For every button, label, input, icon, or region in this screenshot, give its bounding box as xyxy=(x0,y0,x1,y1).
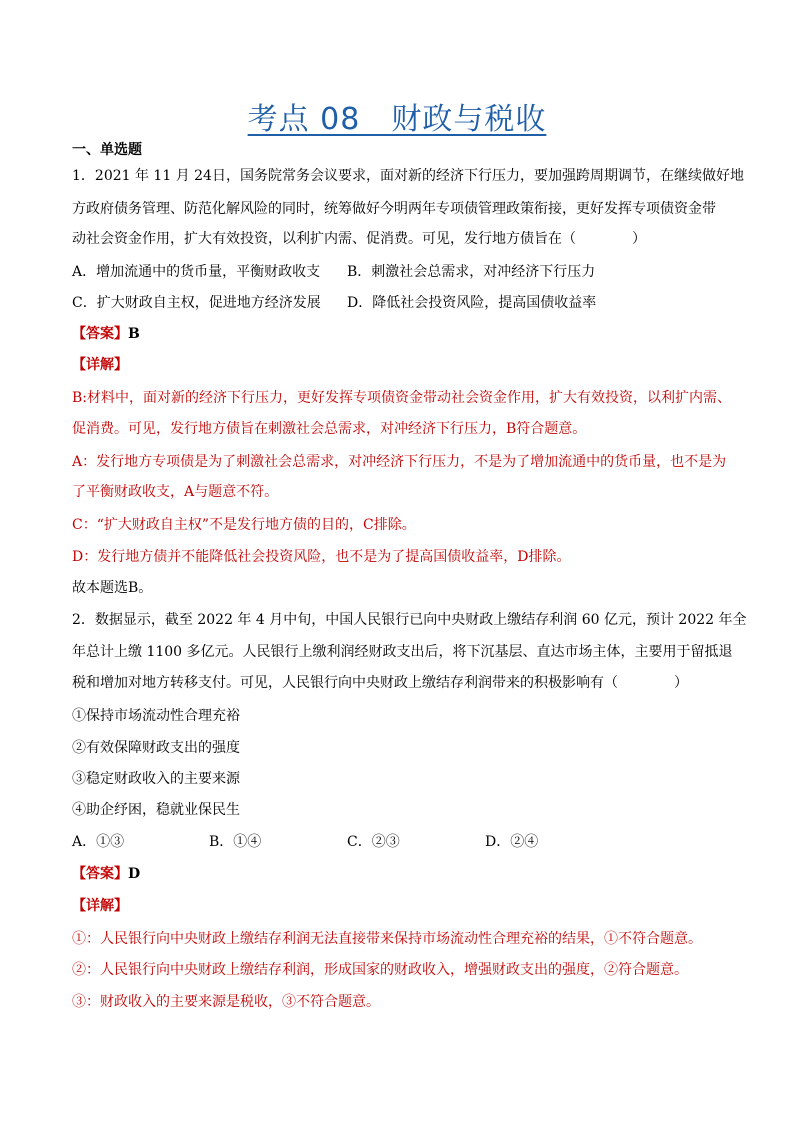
q2-answer-value: D xyxy=(128,866,141,882)
q2-answer xyxy=(72,864,732,884)
q1-detail-line-5: C：“扩大财政自主权”不是发行地方债的目的，C排除。 xyxy=(72,517,416,533)
q2-detail-line-2: ②：人民银行向中央财政上缴结存利润，形成国家的财政收入，增强财政支出的强度，②符合题意。 xyxy=(72,962,688,978)
q1-option-b: B．刺激社会总需求，对冲经济下行压力 xyxy=(347,264,596,280)
q2-item-1: ①保持市场流动性合理充裕 xyxy=(72,708,240,724)
q1-answer-label: 【答案】 xyxy=(72,326,128,342)
q1-option-c: C．扩大财政自主权，促进地方经济发展 xyxy=(72,295,321,311)
q1-stem-line-3: 动社会资金作用，扩大有效投资，以利扩内需、促消费。可见，发行地方债旨在（ ） xyxy=(72,231,646,247)
q1-detail-line-2: 促消费。可见，发行地方债旨在刺激社会总需求，对冲经济下行压力，B符合题意。 xyxy=(72,421,587,437)
q1-answer xyxy=(72,324,732,344)
q1-detail-label: 【详解】 xyxy=(72,357,128,373)
q2-stem-line-1: 2．数据显示，截至 2022 年 4 月中旬，中国人民银行已向中央财政上缴结存利润 60 亿元，预计 2022 年全 xyxy=(72,612,747,628)
q1-stem-line-1: 1．2021 年 11 月 24日，国务院常务会议要求，面对新的经济下行压力，要加强跨周期调节，在继续做好地 xyxy=(72,168,744,184)
q2-stem-line-2: 年总计上缴 1100 多亿元。人民银行上缴利润经财政支出后，将下沉基层、直达市场主体，主要用于留抵退 xyxy=(72,644,733,660)
q2-stem-line-3: 税和增加对地方转移支付。可见，人民银行向中央财政上缴结存利润带来的积极影响有（ ） xyxy=(72,675,688,691)
q2-detail-label: 【详解】 xyxy=(72,898,128,914)
q1-stem-line-2: 方政府债务管理、防范化解风险的同时，统筹做好今明两年专项债管理政策衔接，更好发挥专项债资金带 xyxy=(72,201,716,217)
q1-conclusion: 故本题选B。 xyxy=(72,580,153,596)
q2-option-d: D．②④ xyxy=(485,834,539,850)
section-heading: 一、单选题 xyxy=(72,142,142,158)
q1-detail-line-6: D：发行地方债并不能降低社会投资风险，也不是为了提高国债收益率，D排除。 xyxy=(72,549,571,565)
q2-option-b: B．①④ xyxy=(209,834,262,850)
q2-item-4: ④助企纾困，稳就业保民生 xyxy=(72,802,240,818)
q2-detail-line-3: ③：财政收入的主要来源是税收，③不符合题意。 xyxy=(72,994,380,1010)
q1-detail-line-1: B:材料中，面对新的经济下行压力，更好发挥专项债资金带动社会资金作用，扩大有效投资，以利扩内需、 xyxy=(72,390,732,406)
q2-option-a: A．①③ xyxy=(72,834,125,850)
q2-option-c: C．②③ xyxy=(347,834,400,850)
q2-item-3: ③稳定财政收入的主要来源 xyxy=(72,771,240,787)
page-title: 考点 08 财政与税收 xyxy=(247,102,547,137)
q1-option-a: A．增加流通中的货币量，平衡财政收支 xyxy=(72,264,321,280)
q1-detail-line-4: 了平衡财政收支，A与题意不符。 xyxy=(72,484,279,500)
q2-answer-label: 【答案】 xyxy=(72,866,128,882)
q1-detail-line-3: A：发行地方专项债是为了刺激社会总需求，对冲经济下行压力，不是为了增加流通中的货币量，也不是为 xyxy=(72,454,727,470)
q1-answer-value: B xyxy=(128,326,140,342)
q2-detail-line-1: ①：人民银行向中央财政上缴结存利润无法直接带来保持市场流动性合理充裕的结果，①不符合题意。 xyxy=(72,931,702,947)
q1-option-d: D．降低社会投资风险，提高国债收益率 xyxy=(347,295,597,311)
q2-item-2: ②有效保障财政支出的强度 xyxy=(72,740,240,756)
